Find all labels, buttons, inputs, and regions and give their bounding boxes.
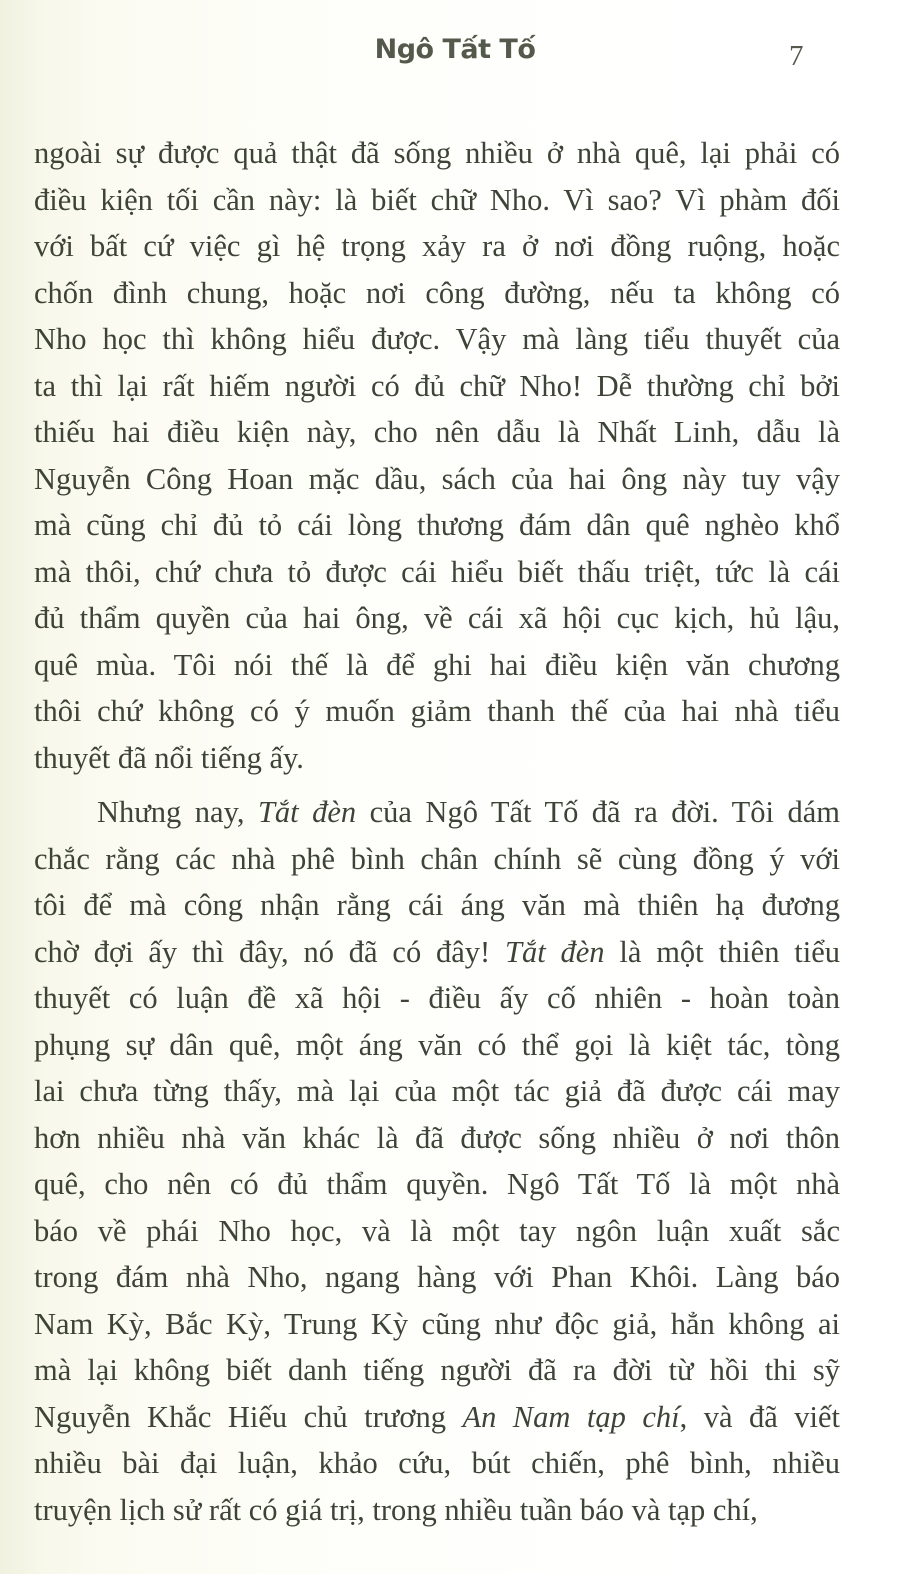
italic-title: An Nam tạp chí: [462, 1399, 680, 1434]
text-line: [34, 502, 840, 549]
page-number: 7: [789, 40, 804, 72]
text-line: [34, 316, 840, 363]
text-segment: thôi chứ không có ý muốn giảm thanh thế của hai nhà tiểu: [34, 694, 840, 728]
text-segment: mà thôi, chứ chưa tỏ được cái hiểu biết thấu triệt, tức là cái: [34, 554, 840, 589]
text-line: [34, 975, 840, 1022]
paragraph: [34, 130, 840, 781]
text-segment: phụng sự dân quê, một áng văn có thể gọi là kiệt tác, tòng: [34, 1027, 840, 1062]
text-segment: quê, cho nên có đủ thẩm quyền. Ngô Tất Tố là một nhà: [34, 1167, 840, 1201]
text-segment: là một thiên tiểu: [604, 934, 840, 969]
text-line: [34, 1068, 840, 1115]
text-segment: tôi để mà công nhận rằng cái áng văn mà thiên hạ đương: [34, 888, 840, 922]
italic-title: Tắt đèn: [257, 795, 357, 829]
paragraphs: [34, 130, 840, 1533]
text-line: [34, 549, 840, 596]
text-line: [34, 1440, 840, 1487]
text-line: [34, 1394, 840, 1441]
text-line: [34, 1347, 840, 1394]
text-line: [34, 882, 840, 929]
text-segment: Nho học thì không hiểu được. Vậy mà làng tiểu thuyết của: [34, 322, 840, 356]
text-line: [34, 1022, 840, 1069]
text-segment: Nam Kỳ, Bắc Kỳ, Trung Kỳ cũng như độc giả, hẳn không ai: [34, 1306, 840, 1341]
text-segment: thuyết đã nổi tiếng ấy.: [34, 740, 304, 775]
text-segment: hơn nhiều nhà văn khác là đã được sống nhiều ở nơi thôn: [34, 1120, 840, 1155]
text-segment: , và đã viết: [679, 1399, 841, 1434]
text-line: [34, 735, 840, 782]
text-segment: Nguyễn Công Hoan mặc dầu, sách của hai ông này tuy vậy: [34, 461, 840, 496]
text-line: [34, 789, 840, 836]
text-segment: mà cũng chỉ đủ tỏ cái lòng thương đám dân quê nghèo khổ: [34, 508, 840, 542]
text-segment: điều kiện tối cần này: là biết chữ Nho. Vì sao? Vì phàm đối: [34, 182, 840, 217]
text-segment: của Ngô Tất Tố đã ra đời. Tôi dám: [356, 795, 840, 829]
text-segment: mà lại không biết danh tiếng người đã ra đời từ hồi thi sỹ: [34, 1353, 840, 1387]
text-segment: đủ thẩm quyền của hai ông, về cái xã hội cục kịch, hủ lậu,: [34, 601, 840, 635]
text-line: [34, 409, 840, 456]
running-header: [0, 34, 910, 74]
text-line: [34, 836, 840, 883]
text-line: [34, 1487, 840, 1534]
text-line: [34, 177, 840, 224]
paragraph-gap: [34, 781, 840, 789]
text-line: [34, 1161, 840, 1208]
text-line: [34, 595, 840, 642]
italic-title: Tắt đèn: [505, 934, 605, 969]
text-segment: báo về phái Nho học, và là một tay ngôn luận xuất sắc: [34, 1213, 840, 1248]
text-line: [34, 688, 840, 735]
text-line: [34, 130, 840, 177]
text-segment: thuyết có luận đề xã hội - điều ấy cố nhiên - hoàn toàn: [34, 981, 840, 1015]
text-line: [34, 223, 840, 270]
text-line: [34, 456, 840, 503]
text-segment: chốn đình chung, hoặc nơi công đường, nếu ta không có: [34, 275, 840, 310]
text-line: [34, 270, 840, 317]
text-line: [34, 1208, 840, 1255]
text-line: [34, 1115, 840, 1162]
text-segment: quê mùa. Tôi nói thế là để ghi hai điều kiện văn chương: [34, 647, 840, 682]
body-text: [34, 130, 840, 1533]
text-segment: ngoài sự được quả thật đã sống nhiều ở nhà quê, lại phải có: [34, 136, 840, 170]
text-segment: ta thì lại rất hiếm người có đủ chữ Nho! Dễ thường chỉ bởi: [34, 368, 840, 403]
text-segment: trong đám nhà Nho, ngang hàng với Phan Khôi. Làng báo: [34, 1260, 840, 1294]
text-line: [34, 363, 840, 410]
running-title: Ngô Tất Tố: [374, 34, 536, 65]
text-segment: chắc rằng các nhà phê bình chân chính sẽ cùng đồng ý với: [34, 841, 840, 876]
text-segment: Nhưng nay,: [97, 795, 258, 829]
text-line: [34, 1301, 840, 1348]
text-segment: Nguyễn Khắc Hiếu chủ trương: [34, 1399, 463, 1434]
text-line: [34, 1254, 840, 1301]
text-segment: thiếu hai điều kiện này, cho nên dẫu là Nhất Linh, dẫu là: [34, 415, 840, 449]
text-line: [34, 929, 840, 976]
text-segment: truyện lịch sử rất có giá trị, trong nhiều tuần báo và tạp chí,: [34, 1492, 758, 1527]
text-segment: chờ đợi ấy thì đây, nó đã có đây!: [34, 934, 506, 969]
paragraph: [34, 789, 840, 1533]
text-segment: với bất cứ việc gì hệ trọng xảy ra ở nơi đồng ruộng, hoặc: [34, 229, 840, 263]
text-segment: nhiều bài đại luận, khảo cứu, bút chiến, phê bình, nhiều: [34, 1446, 840, 1480]
text-line: [34, 642, 840, 689]
text-segment: lai chưa từng thấy, mà lại của một tác giả đã được cái may: [34, 1074, 840, 1108]
